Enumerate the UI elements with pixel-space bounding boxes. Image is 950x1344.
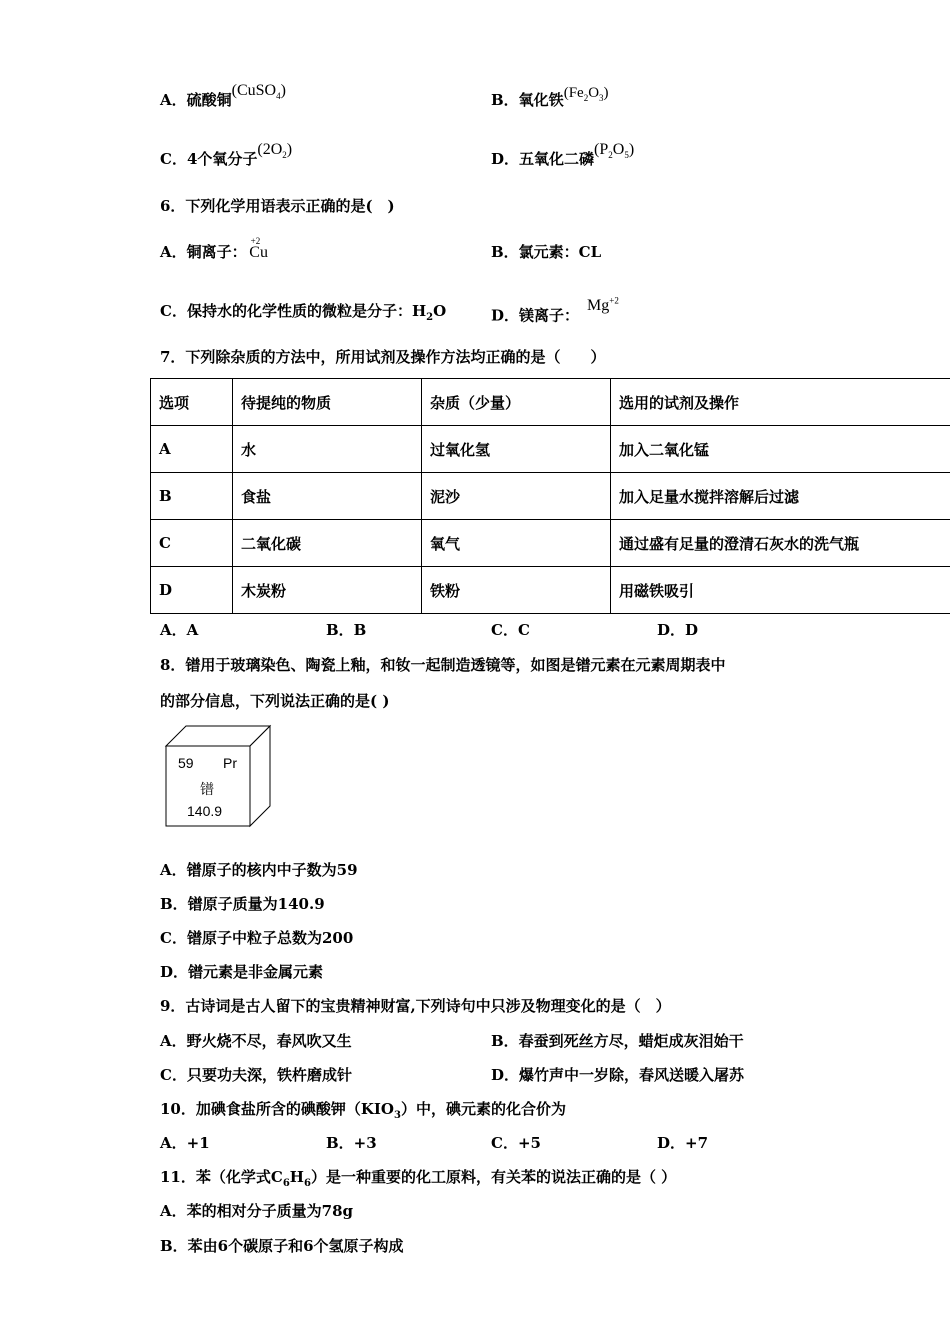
q5-option-b-formula (564, 85, 609, 101)
element-symbol: Pr (223, 755, 237, 771)
table-header-cell: 选项 (151, 379, 233, 426)
q5-option-b-label: B．氧化铁 (491, 91, 564, 109)
paren-left: ( (231, 82, 237, 99)
q7-table (150, 378, 950, 614)
q5-option-d-label: D．五氧化二磷 (491, 150, 595, 168)
formula-tail: O (433, 302, 447, 320)
q11-option-a: A．苯的相对分子质量为78g (160, 1202, 354, 1220)
table-row (151, 567, 950, 614)
table-cell: 二氧化碳 (233, 520, 422, 567)
table-cell: B (151, 473, 233, 520)
q5-option-c-formula (257, 141, 293, 161)
table-cell: C (151, 520, 233, 567)
paren-left: ( (563, 85, 569, 101)
formula-sub: 2 (583, 93, 589, 103)
formula-sub: 2 (608, 150, 613, 161)
q8-stem-line2: 的部分信息，下列说法正确的是( ) (160, 692, 390, 710)
formula-text: O (612, 141, 625, 158)
q5-option-a-label: A．硫酸铜 (160, 91, 232, 109)
q10-option-b: B．+3 (326, 1134, 377, 1152)
q5-option-c (160, 141, 293, 175)
table-cell: 通过盛有足量的澄清石灰水的洗气瓶 (611, 520, 950, 567)
table-cell: 木炭粉 (233, 567, 422, 614)
q7-option-c: C．C (491, 621, 530, 639)
q9-option-d: D．爆竹声中一岁除，春风送暖入屠苏 (491, 1066, 745, 1084)
q6-option-d (491, 296, 619, 326)
table-header-cell: 杂质（少量） (422, 379, 611, 426)
formula-text: 2O (262, 141, 283, 158)
table-cell: 加入足量水搅拌溶解后过滤 (611, 473, 950, 520)
table-cell: 用磁铁吸引 (611, 567, 950, 614)
q7-option-d: D．D (657, 621, 699, 639)
paren-right: ) (603, 85, 609, 101)
table-cell: 铁粉 (422, 567, 611, 614)
formula-sub: 3 (394, 1110, 401, 1121)
q8-option-c: C．镨原子中粒子总数为200 (160, 929, 354, 947)
q8-option-a: A．镨原子的核内中子数为59 (160, 861, 358, 879)
table-cell: 食盐 (233, 473, 422, 520)
q10-stem-part: 10．加碘食盐所含的碘酸钾（KIO (160, 1100, 394, 1118)
paren-left: ( (594, 141, 600, 158)
q7-stem: 7．下列除杂质的方法中，所用试剂及操作方法均正确的是（ ） (160, 348, 606, 366)
q11-stem-part: ）是一种重要的化工原料，有关苯的说法正确的是（ ） (310, 1168, 677, 1186)
table-cell: 过氧化氢 (422, 426, 611, 473)
table-cell: A (151, 426, 233, 473)
q5-option-b (491, 85, 609, 116)
q8-option-d: D．镨元素是非金属元素 (160, 963, 324, 981)
table-cell: 泥沙 (422, 473, 611, 520)
element-symbol: Mg (587, 297, 610, 315)
q9-stem: 9．古诗词是古人留下的宝贵精神财富,下列诗句中只涉及物理变化的是（ ） (160, 997, 671, 1015)
formula-sub: 2 (426, 312, 434, 323)
q11-stem-part: H (289, 1168, 304, 1186)
paren-right: ) (280, 82, 286, 99)
q9-option-b: B．春蚕到死丝方尽，蜡炬成灰泪始干 (491, 1032, 744, 1050)
q9-option-c: C．只要功夫深，铁杵磨成针 (160, 1066, 352, 1084)
table-cell: 水 (233, 426, 422, 473)
q6-stem: 6．下列化学用语表示正确的是( ) (160, 197, 395, 215)
table-row (151, 520, 950, 567)
formula-sub: 5 (624, 150, 629, 161)
table-cell: D (151, 567, 233, 614)
table-header-cell: 选用的试剂及操作 (611, 379, 950, 426)
q5-option-a (160, 82, 286, 116)
q5-option-d (491, 141, 635, 175)
q9-option-a: A．野火烧不尽，春风吹又生 (160, 1032, 352, 1050)
q5-option-a-formula (231, 82, 286, 102)
q10-stem (160, 1099, 566, 1126)
formula-sub: 3 (599, 93, 604, 103)
q6-option-c-label: C．保持水的化学性质的微粒是分子：H (160, 302, 427, 320)
formula-text: Fe (568, 85, 584, 101)
element-name: 镨 (200, 782, 214, 798)
table-cell: 氧气 (422, 520, 611, 567)
q6-option-d-formula (587, 297, 619, 314)
q7-option-a: A．A (160, 621, 199, 639)
table-row (151, 473, 950, 520)
formula-text: P (599, 141, 609, 158)
formula-sub: 6 (303, 1178, 311, 1189)
paren-right: ) (286, 141, 293, 158)
q6-option-a (160, 236, 271, 263)
q8-option-b: B．镨原子质量为140.9 (160, 895, 325, 913)
q11-stem (160, 1167, 676, 1194)
q8-stem-line1: 8．镨用于玻璃染色、陶瓷上釉，和钕一起制造透镜等，如图是镨元素在元素周期表中 (160, 656, 726, 674)
q6-option-a-label: A．铜离子： (160, 243, 247, 261)
q5-option-c-label: C．4个氧分子 (160, 150, 258, 168)
element-atomic-mass: 140.9 (187, 803, 223, 819)
formula-sub: 2 (282, 150, 287, 161)
paren-left: ( (257, 141, 263, 158)
q7-option-b: B．B (326, 621, 367, 639)
q10-option-a: A．+1 (160, 1134, 210, 1152)
table-row (151, 426, 950, 473)
q10-stem-part: ）中，碘元素的化合价为 (400, 1100, 566, 1118)
q6-option-b: B．氯元素：CL (491, 243, 602, 261)
q10-option-c: C．+5 (491, 1134, 541, 1152)
q6-option-d-label: D．镁离子： (491, 306, 580, 325)
ion-charge: +2 (250, 236, 261, 246)
element-card-cube (162, 724, 274, 830)
formula-text: CuSO (236, 82, 277, 99)
paren-right: ) (628, 141, 635, 158)
q10-option-d: D．+7 (657, 1134, 709, 1152)
q11-stem-part: 11．苯（化学式C (160, 1168, 283, 1186)
ion-charge: +2 (609, 296, 619, 306)
formula-text: O (588, 85, 600, 101)
table-cell: 加入二氧化锰 (611, 426, 950, 473)
q6-option-c (160, 301, 446, 328)
formula-sub: 4 (276, 91, 281, 102)
element-symbol: Cu (249, 244, 268, 261)
q5-option-d-formula (594, 141, 635, 161)
table-header-row (151, 379, 950, 426)
q6-option-a-formula (247, 236, 271, 263)
formula-sub: 6 (282, 1178, 290, 1189)
table-header-cell: 待提纯的物质 (233, 379, 422, 426)
element-atomic-number: 59 (178, 755, 194, 771)
q11-option-b: B．苯由6个碳原子和6个氢原子构成 (160, 1237, 404, 1255)
